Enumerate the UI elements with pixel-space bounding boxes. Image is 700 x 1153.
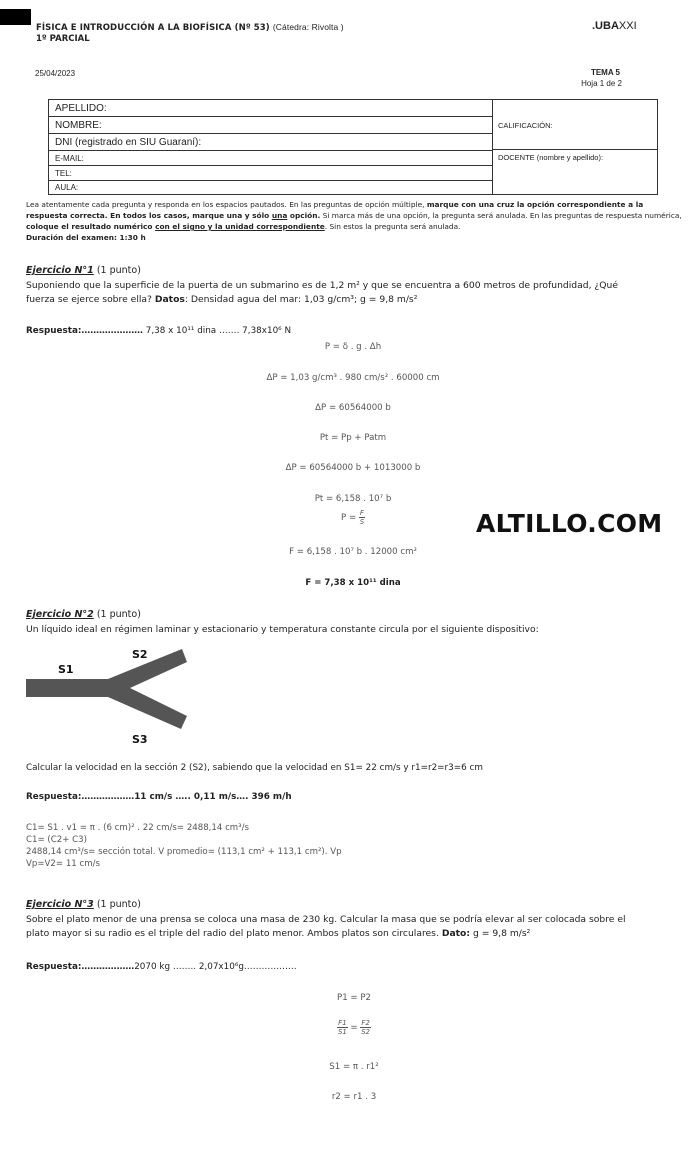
ej3-eq1: P1 = P2 [337, 993, 371, 1003]
ej1-eq1: P = δ . g . Δh [324, 342, 382, 352]
student-info-form [48, 99, 658, 195]
ej1-heading: Ejercicio N°1 (1 punto) [26, 265, 141, 276]
exam-title: FÍSICA E INTRODUCCIÓN A LA BIOFÍSICA (Nº 53) (Cátedra: Rivolta ) [36, 22, 344, 33]
ej2-question: Calcular la velocidad en la sección 2 (S2), sabiendo que la velocidad en S1= 22 cm/s y r1=r2=r3=6 cm [26, 763, 483, 773]
nombre-field[interactable]: NOMBRE: [49, 117, 492, 134]
ej1-statement: Suponiendo que la superficie de la puerta de un submarino es de 1,2 m² y que se encuentra a 600 metros de profundidad, ¿Qué fuerza se ejerce sobre ella? Datos: Densidad agua del mar: 1,03 g/cm³; g = 9,8 m/s² [26, 280, 619, 305]
ej1-eq6: Pt = 6,158 . 10⁷ b [314, 494, 392, 504]
ej2-statement: Un líquido ideal en régimen laminar y estacionario y temperatura constante circula por el siguiente dispositivo: [26, 624, 539, 635]
tel-field[interactable]: TEL: [49, 166, 492, 181]
apellido-field[interactable]: APELLIDO: [49, 100, 492, 117]
y-pipe-shape [26, 649, 187, 729]
page-counter: Hoja 1 de 2 [581, 79, 622, 88]
catedra: (Cátedra: Rivolta ) [272, 22, 344, 32]
calificacion-field[interactable]: CALIFICACIÓN: [493, 100, 658, 150]
exam-date: 25/04/2023 [35, 69, 76, 78]
ej3-eq4: r2 = r1 . 3 [331, 1092, 377, 1102]
ej3-heading: Ejercicio N°3 (1 punto) [26, 899, 141, 910]
ej2-calculation: C1= S1 . v1 = π . (6 cm)² . 22 cm/s= 2488,14 cm³/s C1= (C2+ C3) 2488,14 cm³/s= sección total. V promedio= (113,1 cm² + 113,1 cm²). Vp Vp=V2= 11 cm/s [26, 823, 342, 869]
uba-logo: .UBAXXI [592, 20, 637, 32]
ej3-eq2: $\frac{F1}{S1}$ = $\frac{F2}{S2}$ [337, 1019, 371, 1036]
email-field[interactable]: E-MAIL: [49, 151, 492, 166]
pipe-diagram [26, 642, 196, 752]
ej3-statement: Sobre el plato menor de una prensa se coloca una masa de 230 kg. Calcular la masa que se podría elevar al ser colocada sobre el plato mayor si su radio es el triple del radio del plato menor. Ambos platos son circulares. Dato: g = 9,8 m/s² [26, 914, 626, 939]
exam-subtitle: 1º PARCIAL [36, 34, 90, 44]
ej1-eq7: P = $\frac{F}{S}$ [341, 509, 365, 526]
ej1-eq2: ΔP = 1,03 g/cm³ . 980 cm/s² . 60000 cm [266, 373, 440, 383]
exam-duration: Duración del examen: 1:30 h [26, 233, 146, 242]
black-corner-bar [0, 9, 31, 25]
ej3-eq3: S1 = π . r1² [329, 1062, 379, 1072]
altillo-watermark: ALTILLO.COM [476, 509, 663, 538]
ej1-eq4: Pt = Pp + Patm [319, 433, 387, 443]
ej1-eq5: ΔP = 60564000 b + 1013000 b [285, 463, 421, 473]
label-s2: S2 [132, 648, 148, 661]
ej2-heading: Ejercicio N°2 (1 punto) [26, 609, 141, 620]
ej2-answer: Respuesta:………………11 cm/s ….. 0,11 m/s…. 396 m/h [26, 792, 292, 802]
label-s1: S1 [58, 663, 74, 676]
docente-field[interactable]: DOCENTE (nombre y apellido): [498, 153, 604, 162]
ej1-eq3: ΔP = 60564000 b [315, 403, 391, 413]
ej1-answer: Respuesta:………………… 7,38 x 10¹¹ dina ……. 7,38x10⁶ N [26, 326, 292, 336]
tema-label: TEMA 5 [590, 68, 620, 77]
ej1-eq8: F = 6,158 . 10⁷ b . 12000 cm² [289, 547, 417, 557]
dni-field[interactable]: DNI (registrado en SIU Guaraní): [49, 134, 492, 151]
ej1-eq9: F = 7,38 x 10¹¹ dina [305, 578, 401, 588]
aula-field[interactable]: AULA: [55, 183, 79, 192]
label-s3: S3 [132, 733, 148, 746]
instructions: Lea atentamente cada pregunta y responda en los espacios pautados. En las preguntas de opción múltiple, marque con una cruz la opción correspondiente a la respuesta correcta. En todos los casos, marque una y sólo una opción. Si marca más de una opción, la pregunta será anulada. En las preguntas de respuesta numérica, coloque el resultado numérico con el signo y la unidad correspondiente. Sin estos la pregunta será anulada. Duración del examen: 1:30 h [26, 200, 682, 242]
ej3-answer: Respuesta:………………2070 kg …….. 2,07x10⁶g……………… [26, 962, 297, 972]
